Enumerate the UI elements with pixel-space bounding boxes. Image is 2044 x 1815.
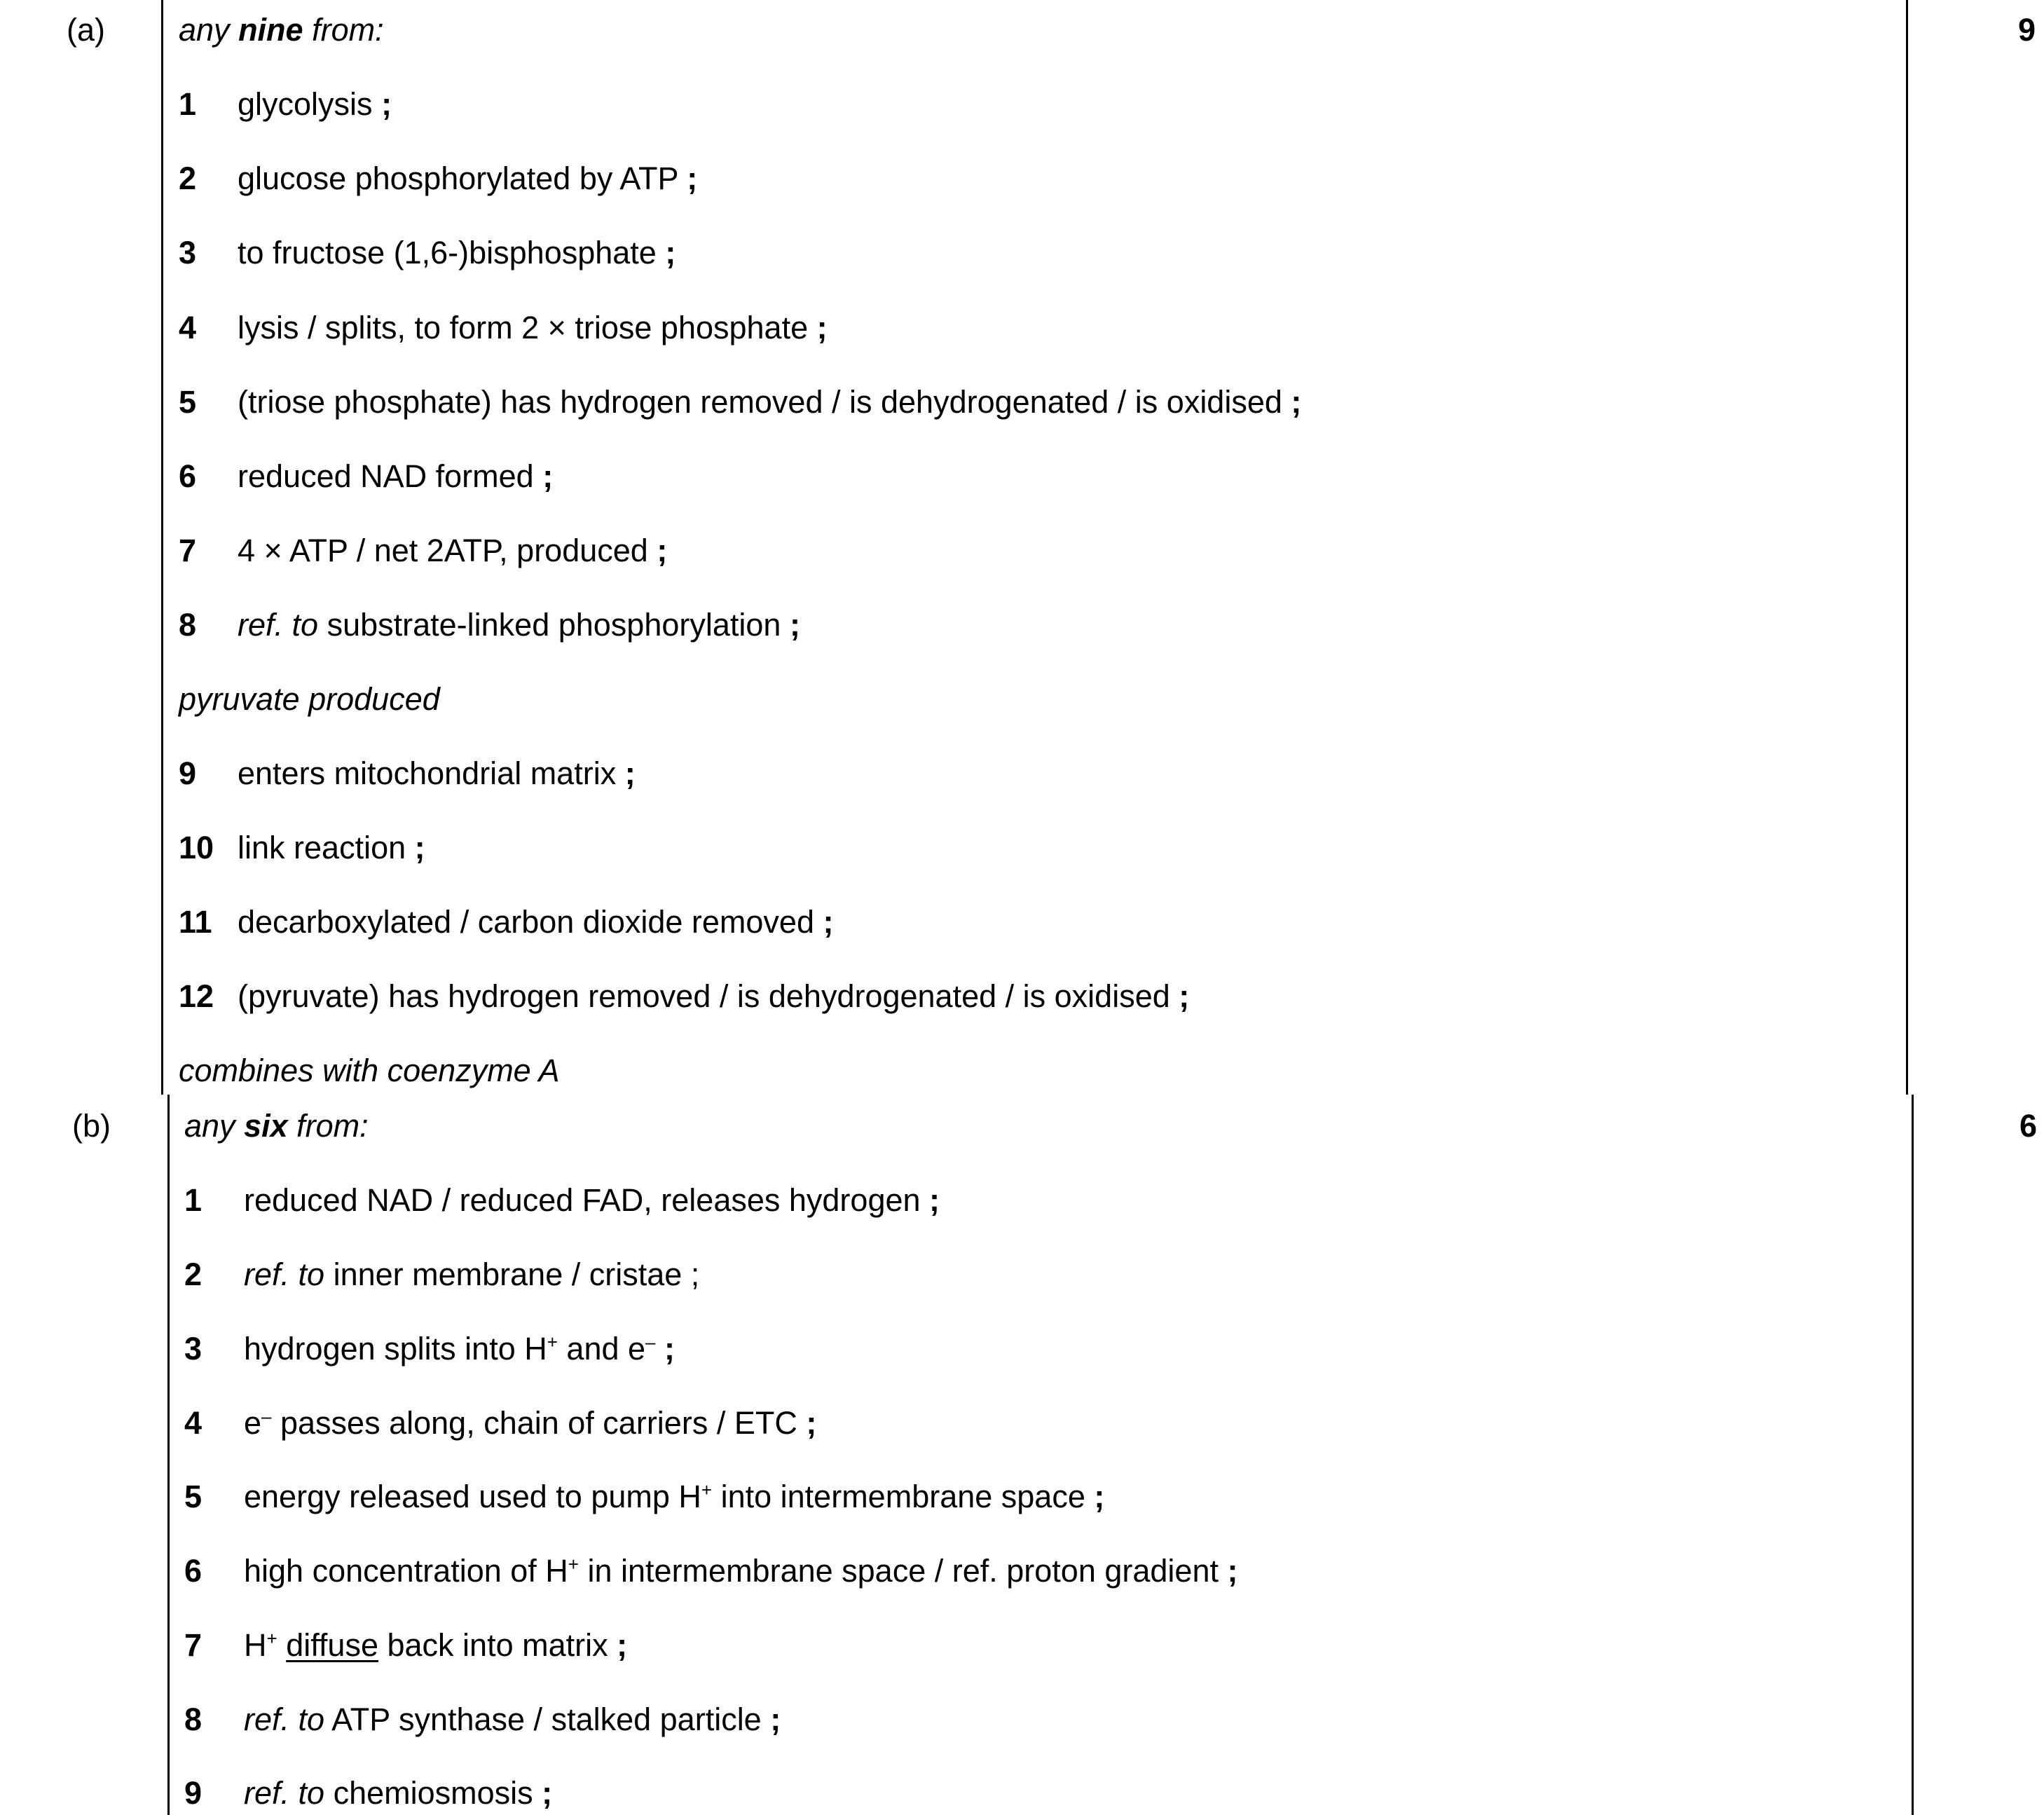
point-semicolon: ; [789,607,800,643]
ref-to: ref. to [238,607,319,643]
ref-to: ref. to [244,1256,325,1292]
point-semicolon: ; [657,533,668,568]
part-label: (b) [72,1108,111,1144]
point-text: to fructose (1,6-)bisphosphate [238,235,657,270]
point-text: (triose phosphate) has hydrogen removed / is dehydrogenated / is oxidised [238,384,1282,420]
point-number: 6 [179,458,197,494]
intro-line [179,14,384,46]
subheading-pyruvate [179,683,440,715]
point-number: 4 [184,1405,203,1441]
left-rule [167,1095,170,1815]
point-semicolon: ; [624,755,636,791]
point-semicolon: ; [823,904,834,940]
left-rule [161,0,163,1095]
marks-value: 6 [2019,1108,2038,1144]
superscript: + [701,1479,713,1500]
point-number: 7 [179,533,197,568]
point-semicolon: ; [929,1182,940,1218]
point-semicolon: ; [687,160,698,196]
point-text: in intermembrane space / ref. proton gradient [578,1553,1219,1589]
point-semicolon: ; [665,235,676,270]
point-number: 5 [184,1479,203,1514]
point-text: decarboxylated / carbon dioxide removed [238,904,814,940]
point-text: (pyruvate) has hydrogen removed / is dehydrogenated / is oxidised [238,978,1170,1014]
point-semicolon: ; [770,1701,781,1737]
point-semicolon: ; [1291,384,1302,420]
point-number: 5 [179,384,197,420]
point-semicolon: ; [542,458,554,494]
intro-pre: any [179,12,239,48]
point-number: 9 [184,1775,203,1811]
point-text: passes along, chain of carriers / ETC [271,1405,797,1441]
point-text: reduced NAD formed [238,458,534,494]
point-semicolon: ; [1179,978,1190,1014]
point-text: e [244,1405,262,1441]
intro-count: six [244,1108,288,1144]
point-semicolon: ; [542,1775,553,1811]
point-text: hydrogen splits into H [244,1331,547,1367]
intro-line [184,1110,369,1142]
point-text: 4 × ATP / net 2ATP, produced [238,533,648,568]
right-rule [1906,0,1908,1095]
point-semicolon: ; [816,310,828,345]
point-text: energy released used to pump H [244,1479,701,1514]
point-text: chemiosmosis [324,1775,533,1811]
point-semicolon: ; [664,1331,675,1367]
point-semicolon: ; [1227,1553,1238,1589]
point-text: high concentration of H [244,1553,568,1589]
point-number: 1 [184,1182,203,1218]
point-text: enters mitochondrial matrix [238,755,617,791]
ref-to: ref. to [244,1701,325,1737]
point-number: 11 [179,904,212,940]
point-semicolon: ; [381,86,392,122]
subheading-coenzyme [179,1055,560,1086]
point-number: 10 [179,830,214,865]
point-number: 2 [184,1256,203,1292]
point-number: 2 [179,160,197,196]
ref-to: ref. to [244,1775,325,1811]
point-text: link reaction [238,830,406,865]
point-number: 1 [179,86,197,122]
part-label: (a) [67,12,105,48]
point-text: into intermembrane space [712,1479,1085,1514]
point-text: glycolysis [238,86,373,122]
point-number: 3 [179,235,197,270]
point-number: 3 [184,1331,203,1367]
point-number: 7 [184,1627,203,1663]
point-number: 4 [179,310,197,345]
marks-value: 9 [2018,12,2036,48]
point-semicolon: ; [1094,1479,1105,1514]
underlined-key-word: diffuse [286,1627,378,1663]
point-number: 8 [179,607,197,643]
superscript: – [261,1406,272,1427]
point-text: and e [557,1331,646,1367]
subheading-text: pyruvate produced [179,681,440,717]
point-text: reduced NAD / reduced FAD, releases hydrogen [244,1182,921,1218]
point-text: back into matrix [378,1627,608,1663]
superscript: + [547,1331,558,1352]
superscript: + [266,1628,277,1649]
point-text: ATP synthase / stalked particle [324,1701,762,1737]
point-text: lysis / splits, to form 2 × triose phosphate [238,310,809,345]
point-number: 6 [184,1553,203,1589]
part-b-section [0,1095,2044,1815]
point-text: glucose phosphorylated by ATP [238,160,678,196]
point-number: 8 [184,1701,203,1737]
intro-count: nine [238,12,303,48]
superscript: + [568,1554,579,1575]
point-semicolon: ; [414,830,425,865]
point-text: substrate-linked phosphorylation [318,607,781,643]
point-semicolon: ; [617,1627,628,1663]
subheading-text: combines with coenzyme A [179,1053,560,1088]
point-text: H [244,1627,267,1663]
superscript: – [645,1331,656,1352]
point-semicolon: ; [690,1256,700,1292]
intro-post: from: [303,12,384,48]
point-number: 12 [179,978,214,1014]
point-number: 9 [179,755,197,791]
point-text: inner membrane / cristae [324,1256,683,1292]
intro-post: from: [287,1108,369,1144]
point-semicolon: ; [806,1405,817,1441]
intro-pre: any [184,1108,245,1144]
right-rule [1912,1095,1914,1815]
